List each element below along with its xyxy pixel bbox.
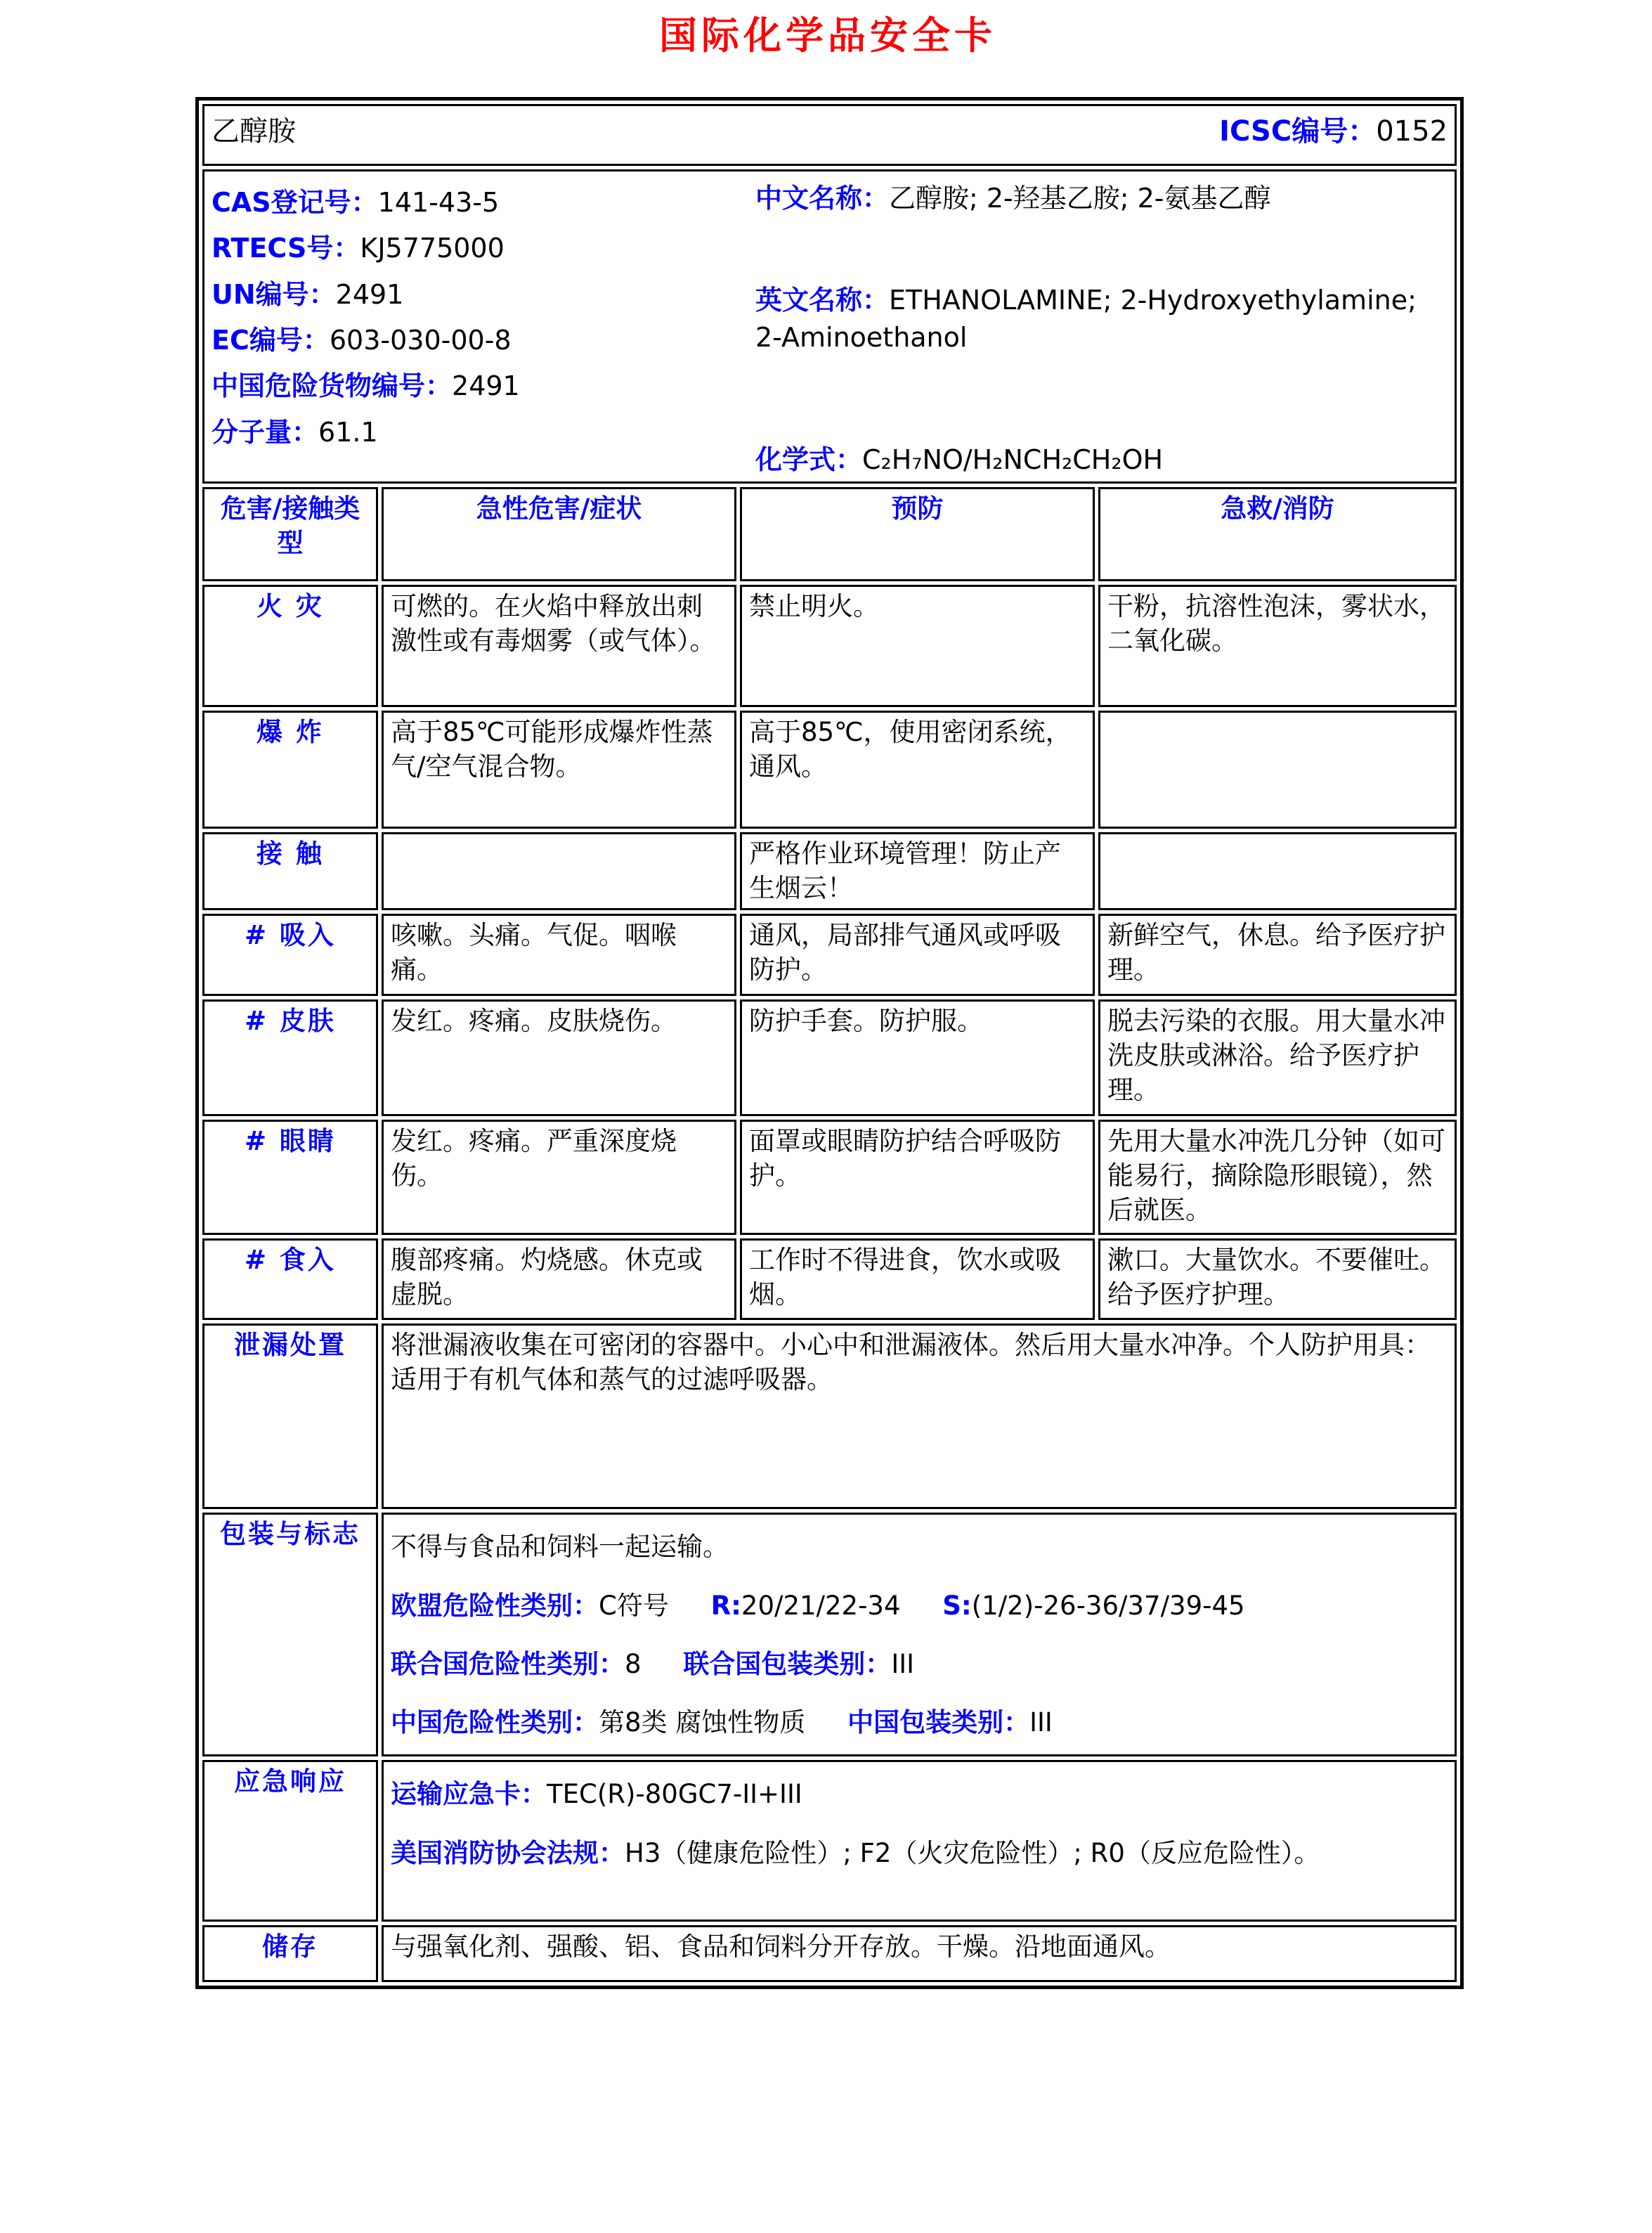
identification-registry-numbers <box>212 180 755 479</box>
exposure-prevention: 严格作业环境管理！防止产生烟云！ <box>740 832 1095 911</box>
row-label-ingestion: # 食入 <box>202 1238 378 1320</box>
emergency-content <box>382 1760 1457 1922</box>
molecular-weight: 分子量：61.1 <box>212 416 378 448</box>
china-dangerous-goods-number: 中国危险货物编号：2491 <box>212 370 520 402</box>
packaging-row <box>202 1513 1457 1756</box>
row-label-storage: 储存 <box>202 1925 378 1982</box>
row-label-exposure: 接 触 <box>202 832 378 911</box>
explosion-firstaid <box>1098 711 1457 829</box>
s-phrases-value: (1/2)-26-36/37/39-45 <box>971 1590 1245 1621</box>
fire-symptoms: 可燃的。在火焰中释放出刺激性或有毒烟雾（或气体）。 <box>382 585 736 707</box>
inhalation-prevention: 通风，局部排气通风或呼吸防护。 <box>740 914 1095 996</box>
packaging-un-line <box>391 1635 1448 1693</box>
hazard-row-skin <box>202 999 1457 1116</box>
ingestion-symptoms: 腹部疼痛。灼烧感。休克或虚脱。 <box>382 1238 736 1320</box>
packaging-cn-line <box>391 1693 1448 1752</box>
chinese-name: 中文名称：乙醇胺; 2-羟基乙胺; 2-氨基乙醇 <box>755 183 1271 214</box>
eyes-prevention: 面罩或眼睛防护结合呼吸防护。 <box>740 1120 1095 1235</box>
un-class-label: 联合国危险性类别： <box>391 1648 625 1679</box>
hazard-row-inhalation <box>202 914 1457 996</box>
eyes-firstaid: 先用大量水冲洗几分钟（如可能易行，摘除隐形眼镜），然后就医。 <box>1098 1120 1457 1235</box>
cn-class-value: 第8类 腐蚀性物质 <box>599 1707 806 1738</box>
storage-row <box>202 1925 1457 1982</box>
row-label-eyes: # 眼睛 <box>202 1120 378 1235</box>
skin-symptoms: 发红。疼痛。皮肤烧伤。 <box>382 999 736 1116</box>
inhalation-firstaid: 新鲜空气，休息。给予医疗护理。 <box>1098 914 1457 996</box>
hazard-row-fire <box>202 585 1457 707</box>
name-cell <box>202 104 1457 166</box>
hazard-row-explosion <box>202 711 1457 829</box>
r-phrases-label: R: <box>710 1590 741 1621</box>
rtecs-number: RTECS号：KJ5775000 <box>212 233 505 264</box>
eyes-symptoms: 发红。疼痛。严重深度烧伤。 <box>382 1120 736 1235</box>
s-phrases-label: S: <box>942 1590 972 1621</box>
nfpa-code: 美国消防协会法规：H3（健康危险性）; F2（火灾危险性）; R0（反应危险性）。 <box>391 1837 1320 1868</box>
spill-row <box>202 1323 1457 1509</box>
cas-number: CAS登记号：141-43-5 <box>212 187 500 218</box>
name-row <box>202 104 1457 166</box>
explosion-symptoms: 高于85℃可能形成爆炸性蒸气/空气混合物。 <box>382 711 736 829</box>
icsc-number-label: ICSC编号： <box>1219 115 1377 148</box>
english-name: 英文名称：ETHANOLAMINE; 2-Hydroxyethylamine; 2-Aminoethanol <box>755 285 1417 354</box>
identification-row <box>202 169 1457 484</box>
un-pack-value: III <box>891 1648 915 1679</box>
row-label-inhalation: # 吸入 <box>202 914 378 996</box>
un-number: UN编号：2491 <box>212 278 404 310</box>
row-label-spill: 泄漏处置 <box>202 1323 378 1509</box>
exposure-symptoms <box>382 832 736 911</box>
packaging-eu-line <box>391 1577 1448 1635</box>
hazard-row-ingestion <box>202 1238 1457 1320</box>
row-label-emergency: 应急响应 <box>202 1760 378 1922</box>
cn-pack-label: 中国包装类别： <box>847 1707 1030 1738</box>
icsc-card <box>195 97 1464 1989</box>
skin-prevention: 防护手套。防护服。 <box>740 999 1095 1116</box>
storage-content: 与强氧化剂、强酸、铝、食品和饲料分开存放。干燥。沿地面通风。 <box>382 1925 1457 1982</box>
packaging-transport-note: 不得与食品和饲料一起运输。 <box>391 1532 729 1562</box>
icsc-number-value: 0152 <box>1376 115 1448 148</box>
packaging-content <box>382 1513 1457 1756</box>
row-label-packaging: 包装与标志 <box>202 1513 378 1756</box>
ec-number: EC编号：603-030-00-8 <box>212 325 512 356</box>
transport-emergency-card: 运输应急卡：TEC(R)-80GC7-II+III <box>391 1779 802 1810</box>
hazard-header-row <box>202 487 1457 581</box>
eu-class-label: 欧盟危险性类别： <box>391 1590 599 1621</box>
icsc-table <box>195 97 1464 1989</box>
identification-names <box>755 180 1448 479</box>
cn-class-label: 中国危险性类别： <box>391 1707 599 1738</box>
explosion-prevention: 高于85℃，使用密闭系统，通风。 <box>740 711 1095 829</box>
icsc-number <box>1219 113 1448 150</box>
row-label-explosion: 爆 炸 <box>202 711 378 829</box>
inhalation-symptoms: 咳嗽。头痛。气促。咽喉痛。 <box>382 914 736 996</box>
ingestion-firstaid: 漱口。大量饮水。不要催吐。给予医疗护理。 <box>1098 1238 1457 1320</box>
header-firefighting-firstaid: 急救/消防 <box>1098 487 1457 581</box>
un-class-value: 8 <box>625 1648 642 1679</box>
header-hazard-type: 危害/接触类型 <box>202 487 378 581</box>
chemical-formula: 化学式：C₂H₇NO/H₂NCH₂CH₂OH <box>755 444 1164 475</box>
row-label-skin: # 皮肤 <box>202 999 378 1116</box>
header-prevention: 预防 <box>740 487 1095 581</box>
identification-cell <box>202 169 1457 484</box>
hazard-row-eyes <box>202 1120 1457 1235</box>
row-label-fire: 火 灾 <box>202 585 378 707</box>
spill-content: 将泄漏液收集在可密闭的容器中。小心中和泄漏液体。然后用大量水冲净。个人防护用具：适用于有机气体和蒸气的过滤呼吸器。 <box>382 1323 1457 1509</box>
hazard-row-exposure <box>202 832 1457 911</box>
emergency-row <box>202 1760 1457 1922</box>
un-pack-label: 联合国包装类别： <box>683 1648 892 1679</box>
cn-pack-value: III <box>1029 1707 1053 1738</box>
fire-prevention: 禁止明火。 <box>740 585 1095 707</box>
eu-class-value: C符号 <box>599 1590 669 1621</box>
substance-name: 乙醇胺 <box>212 115 296 148</box>
exposure-firstaid <box>1098 832 1457 911</box>
fire-firstaid: 干粉，抗溶性泡沫，雾状水，二氧化碳。 <box>1098 585 1457 707</box>
skin-firstaid: 脱去污染的衣服。用大量水冲洗皮肤或淋浴。给予医疗护理。 <box>1098 999 1457 1116</box>
r-phrases-value: 20/21/22-34 <box>741 1590 901 1621</box>
ingestion-prevention: 工作时不得进食，饮水或吸烟。 <box>740 1238 1095 1320</box>
header-acute-hazards: 急性危害/症状 <box>382 487 736 581</box>
page-title: 国际化学品安全卡 <box>659 13 996 58</box>
